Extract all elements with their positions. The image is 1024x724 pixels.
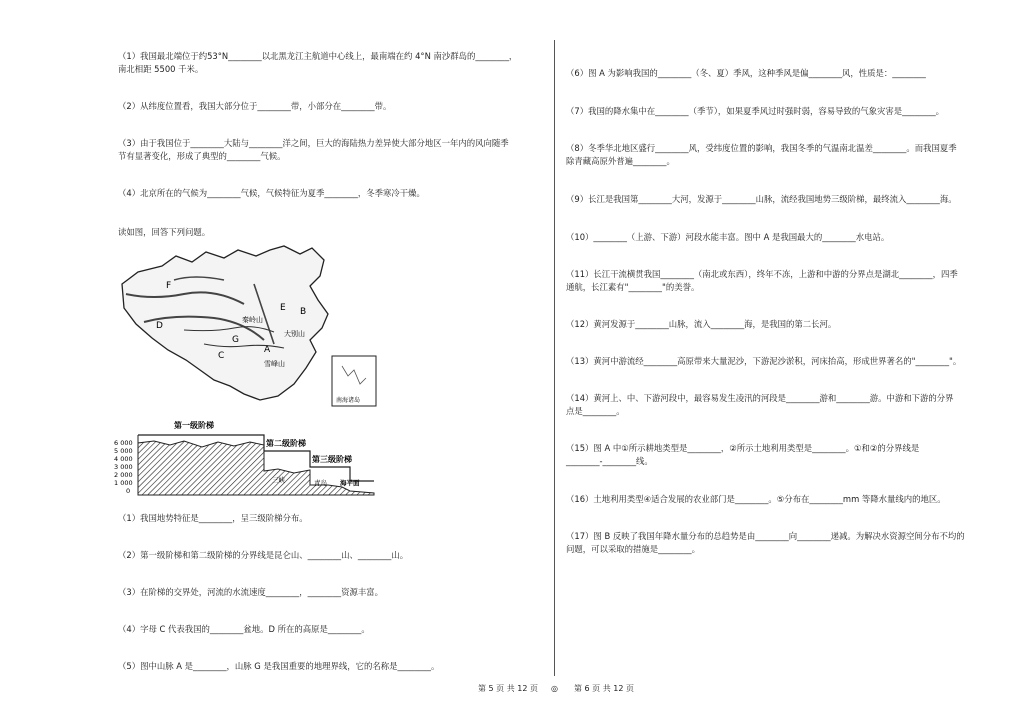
map-label-a: A	[264, 345, 271, 355]
map-label-e: E	[280, 303, 286, 313]
map-label-f: F	[166, 281, 172, 291]
question-15: （15）图 A 中①所示耕地类型是________，②所示土地利用类型是________。①和②的分界线是 ________-________线。	[566, 443, 920, 467]
question-b1: （1）我国地势特征是________，呈三级阶梯分布。	[118, 513, 308, 523]
question-10: （10）________（上游、下游）河段水能丰富。图中 A 是我国最大的________水电站。	[566, 232, 890, 242]
terrain-area	[138, 441, 374, 495]
question-b5: （5）图中山脉 A 是________，山脉 G 是我国重要的地理界线，它的名称是________。	[118, 661, 440, 671]
map-label-qinling: 秦岭山	[242, 316, 263, 324]
tick-3000: 3 000	[114, 463, 133, 471]
tick-5000: 5 000	[114, 447, 133, 455]
right-page-number: 第 6 页 共 12 页	[574, 684, 634, 693]
step3-label: 第三级阶梯	[312, 455, 352, 464]
china-map	[114, 244, 384, 412]
question-2: （2）从纬度位置看，我国大部分位于________带，小部分在________带。	[118, 101, 392, 111]
sanxia-label: 三峡	[272, 476, 285, 484]
tick-4000: 4 000	[114, 455, 133, 463]
question-8: （8）冬季华北地区盛行________风，受纬度位置的影响，我国冬季的气温南北温差________。而我国夏季 除青藏高原外普遍________。	[566, 143, 957, 167]
map-label-c: C	[218, 351, 225, 361]
china-outline	[122, 246, 328, 400]
question-14: （14）黄河上、中、下游河段中，最容易发生凌汛的河段是________游和________游。中游和下游的分界 点是________。	[566, 393, 954, 417]
question-7: （7）我国的降水集中在________（季节），如果夏季风过时强时弱，容易导致的气象灾害是________。	[566, 106, 945, 116]
tick-1000: 1 000	[114, 479, 133, 487]
tick-2000: 2 000	[114, 471, 133, 479]
question-4: （4）北京所在的气候为________气候，气候特征为夏季________，冬季寒冷干燥。	[118, 188, 425, 198]
tick-6000: 6 000	[114, 439, 133, 447]
read-prompt: 读如图，回答下列问题。	[118, 227, 211, 237]
sea-level-label: 海平面	[340, 479, 360, 487]
left-page-number: 第 5 页 共 12 页	[478, 684, 538, 693]
step2-label: 第二级阶梯	[266, 439, 306, 448]
column-divider	[554, 40, 555, 676]
question-9: （9）长江是我国第________大河，发源于________山脉，流经我国地势三级阶梯，最终流入________海。	[566, 194, 957, 204]
china-map-figure	[114, 244, 384, 412]
question-12: （12）黄河发源于________山脉，流入________海，是我国的第二长河。	[566, 319, 837, 329]
question-3: （3）由于我国位于________大陆与________洋之间，巨大的海陆热力差异使大部分地区一年内的风向随季 节有显著变化，形成了典型的________气候。	[118, 138, 509, 162]
question-b3: （3）在阶梯的交界处，河流的水流速度________，________资源丰富。	[118, 587, 383, 597]
question-13: （13）黄河中游流经________高原带来大量泥沙，下游泥沙淤积，河床抬高，形成世界著名的"________"。	[566, 356, 962, 366]
map-label-xuefeng: 雪峰山	[264, 360, 285, 368]
map-label-daba: 大别山	[284, 330, 305, 338]
question-11: （11）长江干流横贯我国________（南北或东西），终年不冻，上游和中游的分界点是湖北________，四季 通航，长江素有"________"的美誉。	[566, 269, 958, 293]
question-6: （6）图 A 为影响我国的________（冬、夏）季风，这种季风是偏________风，性质是：________	[566, 68, 926, 78]
question-1: （1）我国最北端位于约53°N________以北黑龙江主航道中心线上，最南端在约 4°N 南沙群岛的________， 南北相距 5500 千米。	[118, 51, 518, 75]
terrain-profile-figure	[114, 415, 386, 499]
map-label-g: G	[232, 335, 239, 345]
qingdao-label: 青岛	[314, 479, 327, 487]
tick-0: 0	[126, 487, 131, 495]
question-17: （17）图 B 反映了我国年降水量分布的总趋势是由________向________递减。为解决水资源空间分布不均的 问题，可以采取的措施是________。	[566, 531, 965, 555]
map-label-b: B	[300, 307, 307, 317]
question-b4: （4）字母 C 代表我国的________盆地。D 所在的高原是________。	[118, 624, 370, 634]
terrain-profile	[114, 415, 386, 499]
page-footer	[0, 683, 1024, 697]
footer-mark-icon: ◎	[551, 684, 558, 693]
question-b2: （2）第一级阶梯和第二级阶梯的分界线是昆仑山、________山、________山。	[118, 550, 409, 560]
question-16: （16）土地利用类型④适合发展的农业部门是________。⑤分布在________mm 等降水量线内的地区。	[566, 494, 946, 504]
step1-label: 第一级阶梯	[174, 421, 214, 430]
map-label-d: D	[156, 321, 163, 331]
inset-label: 南海诸岛	[336, 397, 361, 404]
